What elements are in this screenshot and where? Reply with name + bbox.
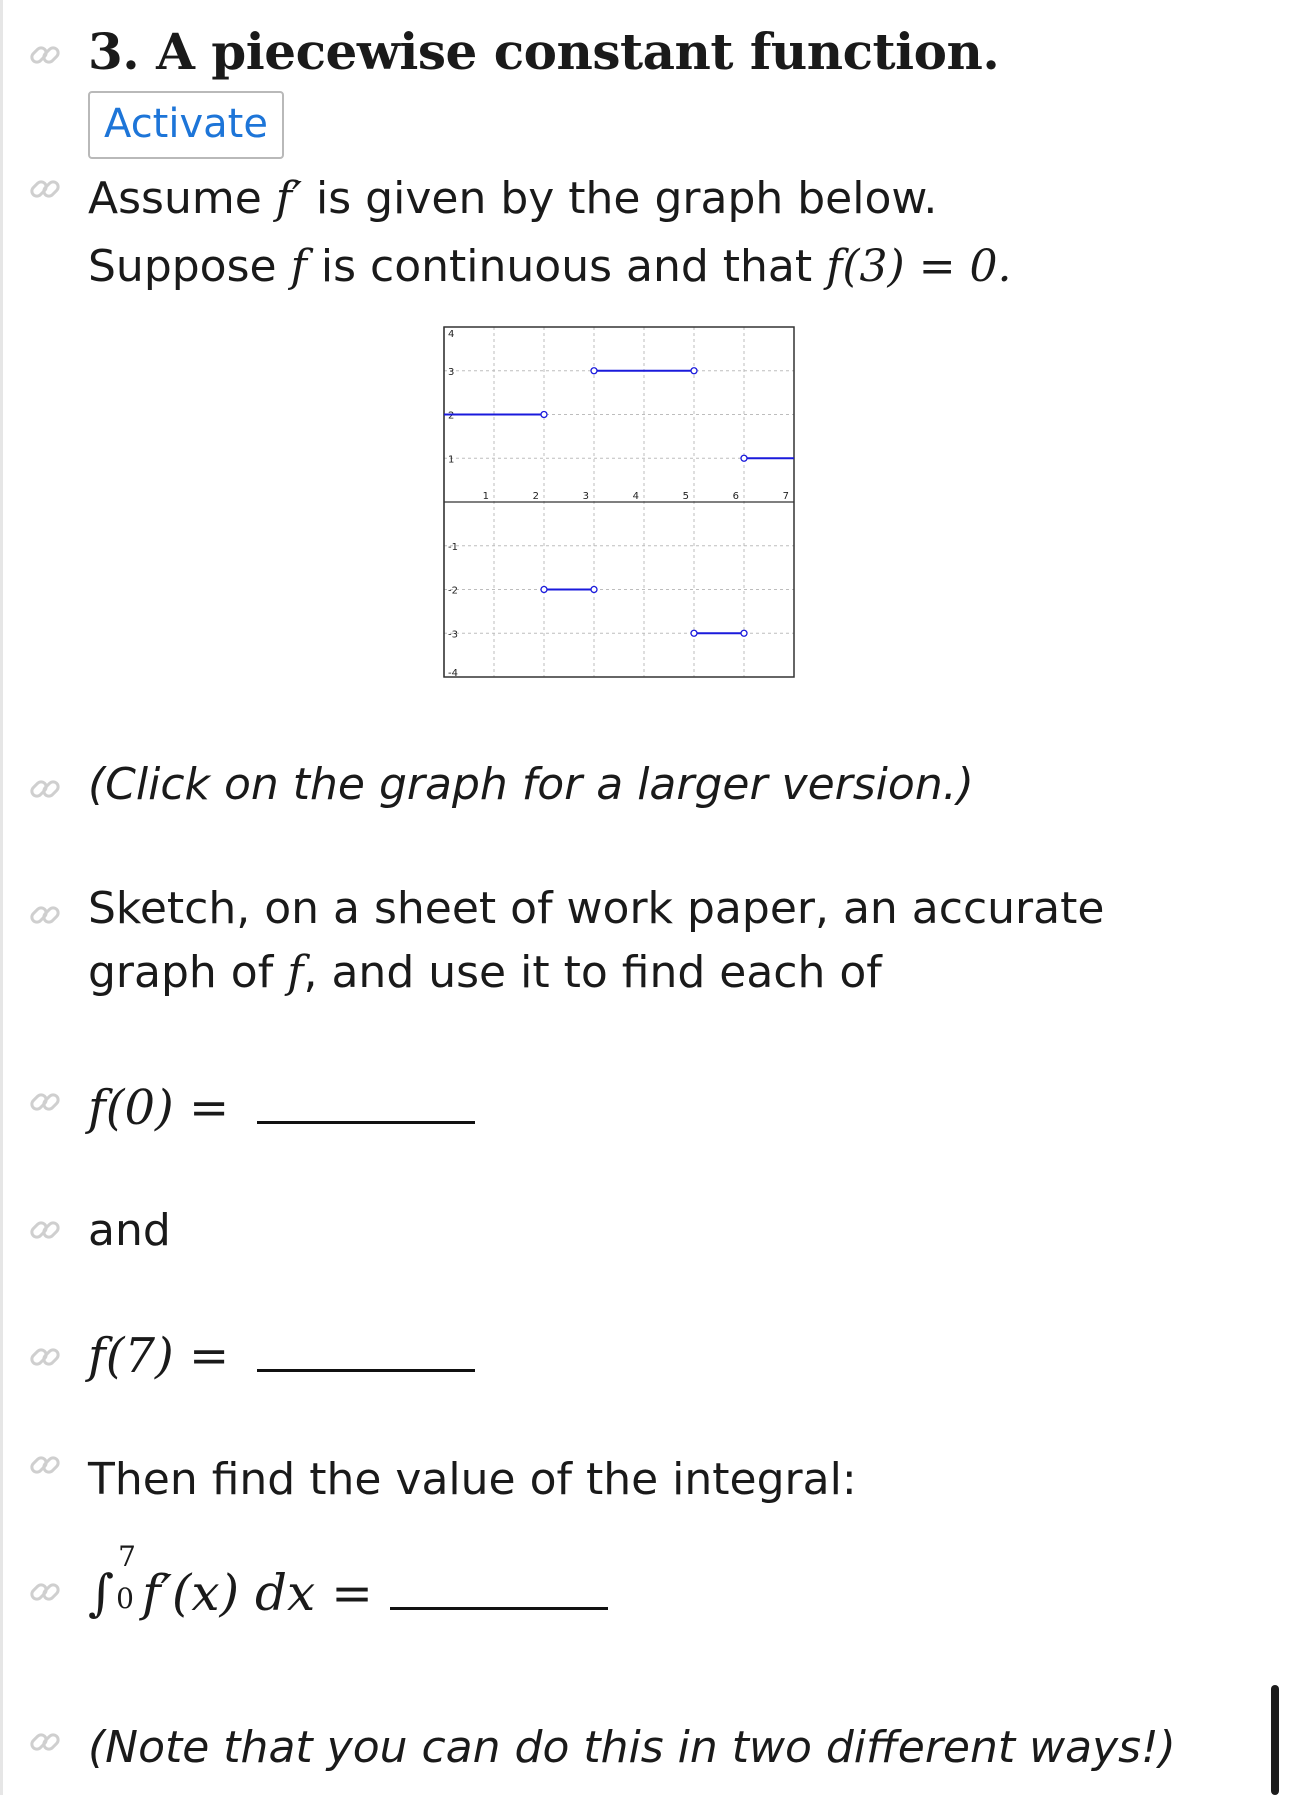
link-icon[interactable]	[28, 1448, 62, 1482]
open-endpoint	[691, 368, 697, 374]
problem-title: 3. A piecewise constant function.	[88, 22, 1000, 81]
y-tick-label: 2	[448, 410, 455, 422]
question-f7: f(7) =	[88, 1323, 475, 1389]
link-icon[interactable]	[28, 772, 62, 806]
sketch-line-1: Sketch, on a sheet of work paper, an accurate	[88, 883, 1105, 934]
math-f: f	[290, 241, 307, 292]
x-tick-label: 1	[482, 491, 489, 502]
y-tick-label: 4	[448, 329, 455, 340]
integral-intro: Then find the value of the integral:	[88, 1454, 857, 1505]
x-tick-label: 6	[732, 491, 739, 502]
link-icon[interactable]	[28, 172, 62, 206]
answer-integral-input[interactable]	[390, 1567, 608, 1610]
question-f0: f(0) =	[88, 1075, 475, 1141]
y-tick-label: 3	[448, 366, 455, 378]
x-tick-label: 2	[532, 491, 539, 502]
intro-line-1: Assume f′ is given by the graph below.	[88, 173, 938, 224]
open-endpoint	[541, 587, 547, 593]
open-endpoint	[741, 630, 747, 636]
x-tick-label: 3	[582, 491, 589, 502]
link-icon[interactable]	[28, 1575, 62, 1609]
x-tick-label: 4	[632, 491, 639, 502]
integral-sign: ∫	[88, 1564, 115, 1622]
y-tick-label: -3	[448, 629, 458, 641]
note-text: (Note that you can do this in two different ways!)	[88, 1722, 1176, 1773]
integral-limits: 7 0	[116, 1540, 136, 1615]
open-endpoint	[691, 630, 697, 636]
math-condition: f(3) = 0.	[826, 241, 1012, 292]
link-icon[interactable]	[28, 1340, 62, 1374]
open-endpoint	[741, 455, 747, 461]
intro-line-2: Suppose f is continuous and that f(3) = 0.	[88, 241, 1012, 292]
link-icon[interactable]	[28, 38, 62, 72]
sketch-line-2: graph of f, and use it to find each of	[88, 947, 882, 998]
open-endpoint	[591, 587, 597, 593]
activate-button[interactable]: Activate	[88, 91, 284, 159]
answer-f7-input[interactable]	[257, 1329, 475, 1372]
answer-f0-input[interactable]	[257, 1081, 475, 1124]
math-f: f	[287, 947, 304, 998]
x-tick-label: 5	[682, 491, 689, 502]
f-prime-graph[interactable]	[442, 325, 796, 679]
link-icon[interactable]	[28, 898, 62, 932]
question-integral: ∫ 7 0 f′(x) dx =	[88, 1564, 608, 1622]
open-endpoint	[591, 368, 597, 374]
link-icon[interactable]	[28, 1085, 62, 1119]
math-f-prime: f′	[275, 173, 303, 224]
and-text: and	[88, 1205, 171, 1256]
click-note: (Click on the graph for a larger version.)	[88, 759, 974, 810]
y-tick-label: -2	[448, 585, 458, 597]
y-tick-label: 1	[448, 454, 455, 466]
x-tick-label: 7	[782, 491, 789, 502]
y-tick-label: -1	[448, 541, 458, 553]
open-endpoint	[541, 412, 547, 418]
left-border	[0, 0, 3, 1795]
link-icon[interactable]	[28, 1725, 62, 1759]
y-tick-label: -4	[448, 668, 458, 679]
link-icon[interactable]	[28, 1213, 62, 1247]
scrollbar[interactable]	[1271, 1685, 1279, 1795]
